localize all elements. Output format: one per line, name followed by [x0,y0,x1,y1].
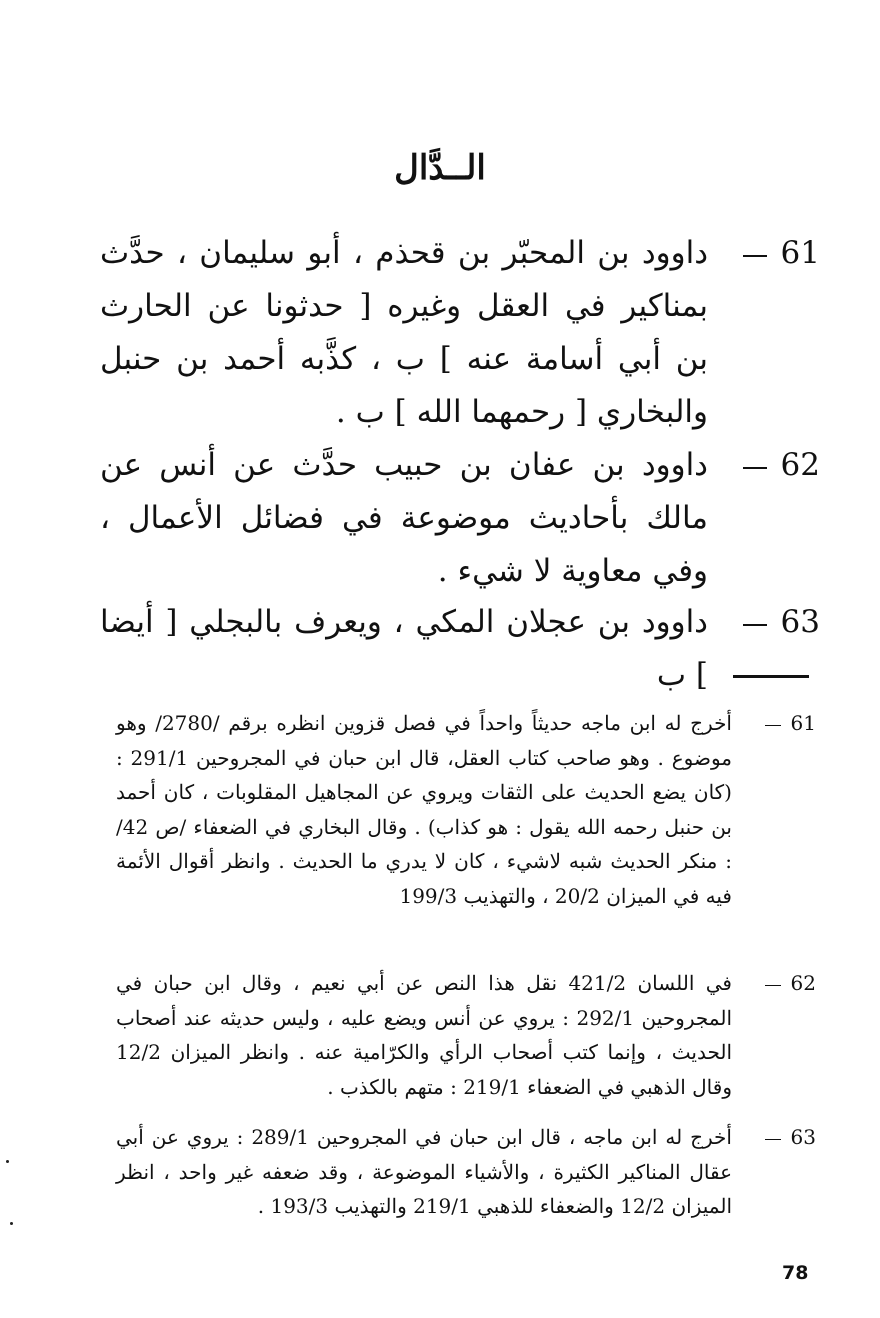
entry-61 [100,227,820,439]
page-number: 78 [782,1262,809,1284]
footnote-number [732,1120,816,1155]
footnote-61 [116,706,816,913]
footnote-dash [765,1139,781,1155]
entry-text: داوود بن عفان بن حبيب حدَّث عن أنس عن مالك بأحاديث موضوعة في فضائل الأعمال ، وفي معاوية لا شيء . [100,447,708,589]
entry-text: داوود بن عجلان المكي ، ويعرف بالبجلي [ أيضا ] ب [100,604,708,693]
entry-number-text: 63 [780,604,820,640]
footnote-dash [765,725,781,741]
entry-number-text: 61 [780,235,820,271]
entry-number [708,439,820,492]
entry-dash [743,467,767,492]
footnote-dash [765,985,781,1001]
entry-number [708,227,820,280]
footnote-number-text: 62 [790,971,816,995]
chapter-title: الــدَّال [394,148,486,188]
scan-speck [10,1222,13,1225]
footnote-number-text: 61 [790,711,816,735]
entry-dash [743,624,767,649]
entry-text: داوود بن المحبّر بن قحذم ، أبو سليمان ، حدَّث بمناكير في العقل وغيره [ حدثونا عن الحارث بن أبي أسامة عنه ] ب ، كذَّبه أحمد بن حنبل والبخاري [ رحمهما الله ] ب . [100,235,708,430]
entry-63 [100,596,820,702]
footnote-62 [116,966,816,1104]
footnote-number-text: 63 [790,1125,816,1149]
footnote-63 [116,1120,816,1224]
footnote-text: أخرج له ابن ماجه حديثاً واحداً في فصل قزوين انظره برقم /2780/ وهو موضوع . وهو صاحب كتاب العقل، قال ابن حبان في المجروحين 291/1 : (كان يضع الحديث على الثقات ويروي عن المجاهيل المقلوبات ، كان أحمد بن حنبل رحمه الله يقول : هو كذاب) . وقال البخاري في الضعفاء /ص 42/ : منكر الحديث شبه لاشيء ، كان لا يدري ما الحديث . وانظر أقوال الأئمة فيه في الميزان 20/2 ، والتهذيب 199/3 [116,711,732,908]
entry-dash [743,255,767,280]
entry-number [708,596,820,649]
scan-speck [6,1160,9,1163]
footnote-number [732,966,816,1001]
footnote-text: أخرج له ابن ماجه ، قال ابن حبان في المجروحين 289/1 : يروي عن أبي عقال المناكير الكثيرة ، والأشياء الموضوعة ، وقد ضعفه غير واحد ، انظر الميزان 12/2 والضعفاء للذهبي 219/1 والتهذيب 193/3 . [116,1125,732,1218]
footnote-text: في اللسان 421/2 نقل هذا النص عن أبي نعيم ، وقال ابن حبان في المجروحين 292/1 : يروي عن أنس ويضع عليه ، وليس حديثه عند أصحاب الحديث ، وإنما كتب أصحاب الرأي والكرّامية عنه . وانظر الميزان 12/2 وقال الذهبي في الضعفاء 219/1 : متهم بالكذب . [116,971,733,1099]
footnote-separator [733,675,809,678]
entry-number-text: 62 [780,447,820,483]
footnote-number [732,706,816,741]
entry-62 [100,439,820,598]
